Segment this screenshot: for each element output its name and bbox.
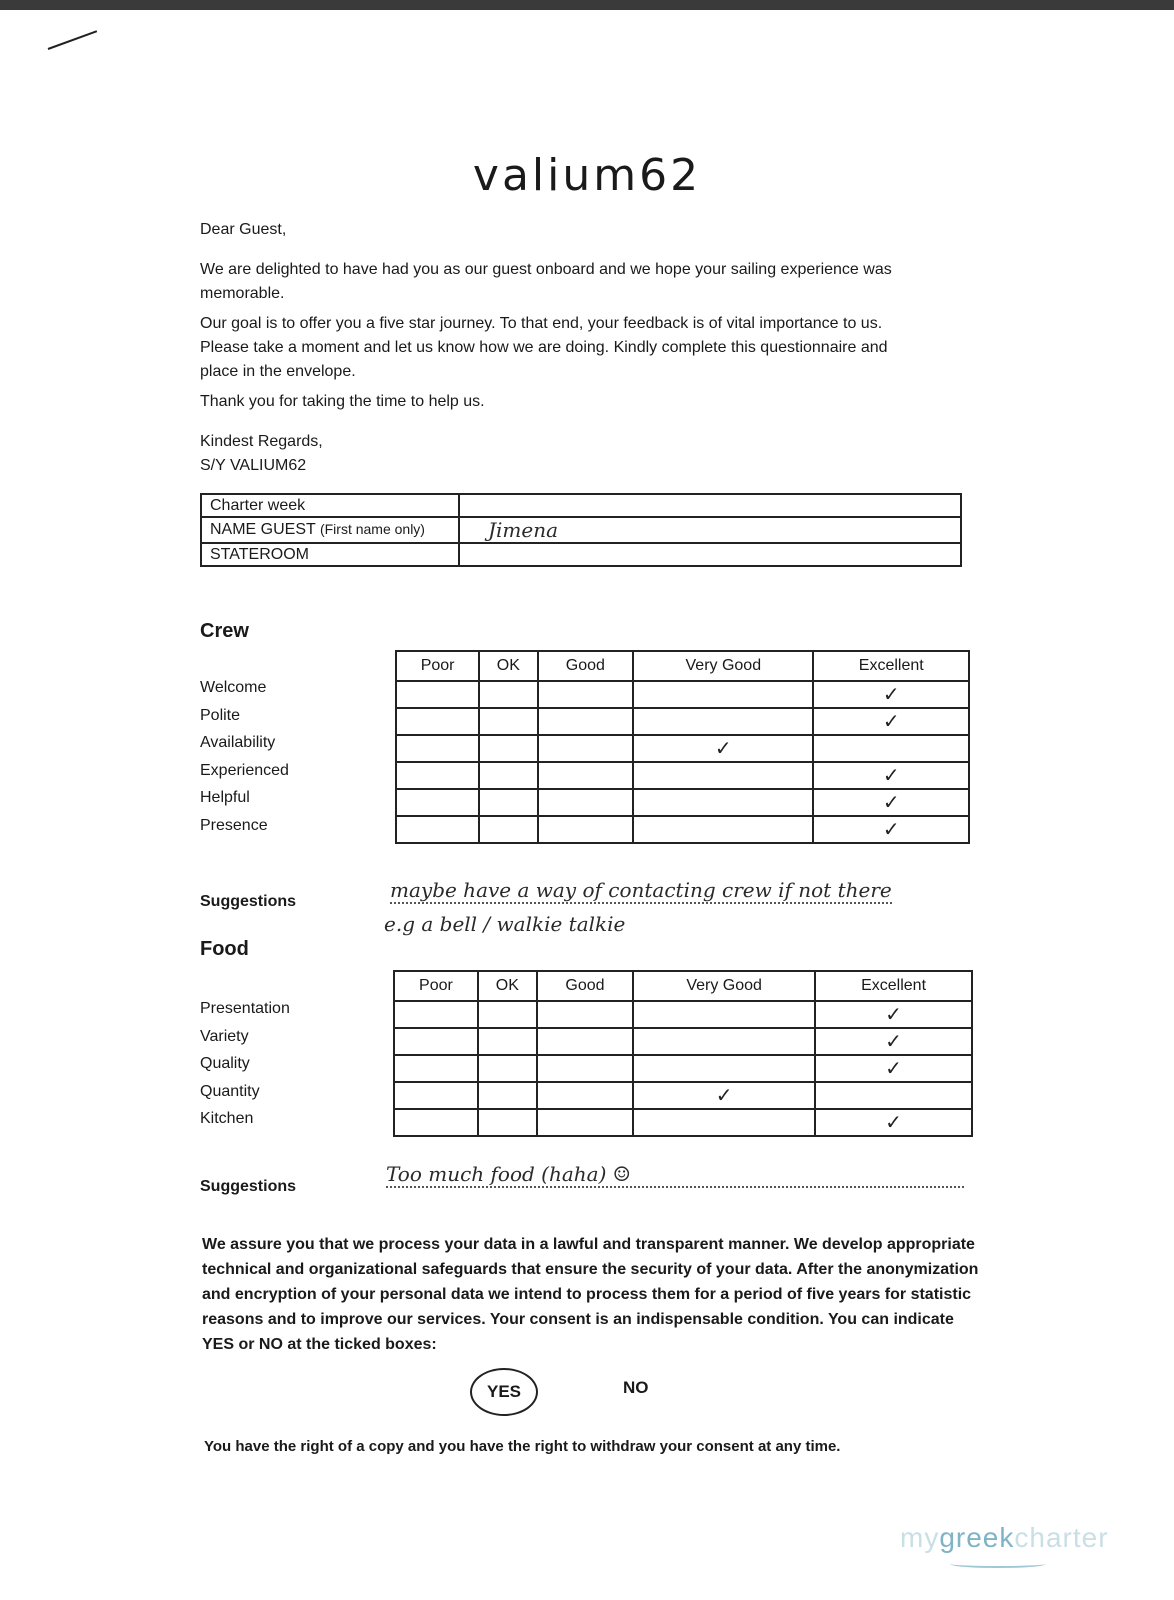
rating-cell[interactable]: [479, 762, 537, 789]
rating-column-header: Good: [537, 971, 633, 1001]
table-row: [394, 1109, 972, 1136]
food-row-label: Kitchen: [200, 1110, 254, 1127]
rights-statement: You have the right of a copy and you have the right to withdraw your consent at any time.: [204, 1438, 841, 1455]
rating-cell[interactable]: [394, 1055, 478, 1082]
pen-stroke: [48, 30, 98, 50]
rating-column-header: Excellent: [813, 651, 969, 681]
rating-cell[interactable]: [478, 1001, 537, 1028]
rating-cell[interactable]: [813, 762, 969, 789]
stateroom-label: STATEROOM: [201, 543, 459, 566]
rating-cell[interactable]: [394, 1109, 478, 1136]
charter-week-field[interactable]: [459, 494, 961, 517]
rating-cell[interactable]: [396, 681, 479, 708]
watermark-suffix: charter: [1014, 1522, 1109, 1553]
rating-cell[interactable]: [815, 1001, 972, 1028]
watermark-prefix: my: [900, 1522, 940, 1553]
rating-cell[interactable]: [479, 816, 537, 843]
rating-cell[interactable]: [538, 762, 634, 789]
check-mark-icon: ✓: [885, 1112, 902, 1134]
crew-rating-table: [395, 650, 970, 844]
crew-row-label: Experienced: [200, 761, 289, 779]
rating-cell[interactable]: [537, 1082, 633, 1109]
privacy-statement: We assure you that we process your data in a lawful and transparent manner. We develop appropriate technical and organizational safeguards that ensure the security of your data. After the anonymization and encryption of your personal data we intend to process them for a period of five years for statistic reasons and to improve our services. Your consent is an indispensable condition. You can indicate YES or NO at the ticked boxes:: [202, 1236, 979, 1353]
rating-column-header: Very Good: [633, 971, 815, 1001]
rating-cell[interactable]: [633, 1001, 815, 1028]
letter-paragraph: Thank you for taking the time to help us.: [200, 393, 485, 410]
stateroom-field[interactable]: [459, 543, 961, 566]
table-row: [396, 681, 969, 708]
check-mark-icon: ✓: [715, 1085, 733, 1107]
rating-cell[interactable]: [813, 708, 969, 735]
rating-cell[interactable]: [478, 1055, 537, 1082]
table-row: [396, 789, 969, 816]
scan-top-edge: [0, 0, 1174, 10]
rating-cell[interactable]: [538, 735, 634, 762]
crew-row-label: Helpful: [200, 789, 250, 806]
rating-cell[interactable]: [537, 1055, 633, 1082]
food-row-label: Quality: [200, 1055, 250, 1072]
rating-cell[interactable]: [813, 816, 969, 843]
guest-info-table: [200, 493, 962, 567]
check-mark-icon: ✓: [882, 792, 900, 814]
rating-cell[interactable]: [815, 1028, 972, 1055]
rating-cell[interactable]: [538, 681, 634, 708]
check-mark-icon: ✓: [882, 711, 900, 733]
rating-cell[interactable]: [813, 735, 969, 762]
name-guest-label-text: NAME GUEST: [210, 521, 316, 538]
rating-cell[interactable]: [538, 789, 634, 816]
rating-cell[interactable]: [538, 708, 634, 735]
rating-cell[interactable]: [396, 762, 479, 789]
rating-cell[interactable]: [633, 708, 813, 735]
crew-row-labels: [200, 674, 289, 839]
letter-closing: Kindest Regards,: [200, 433, 323, 450]
rating-column-header: Excellent: [815, 971, 972, 1001]
rating-cell[interactable]: [479, 789, 537, 816]
check-mark-icon: ✓: [714, 738, 732, 760]
name-guest-field[interactable]: [459, 517, 961, 543]
table-row: [396, 762, 969, 789]
rating-column-header: Very Good: [633, 651, 813, 681]
consent-no-option[interactable]: NO: [623, 1378, 649, 1397]
rating-cell[interactable]: [633, 789, 813, 816]
rating-cell[interactable]: [394, 1082, 478, 1109]
crew-section-title: Crew: [200, 620, 249, 642]
rating-column-header: OK: [479, 651, 537, 681]
food-section-title: Food: [200, 938, 249, 960]
crew-suggestions-label: Suggestions: [200, 893, 297, 910]
rating-column-header: OK: [478, 971, 537, 1001]
rating-cell[interactable]: [478, 1028, 537, 1055]
letter-signature: S/Y VALIUM62: [200, 457, 307, 474]
crew-row-label: Welcome: [200, 679, 267, 696]
greeting-letter: [200, 218, 920, 478]
rating-cell[interactable]: [478, 1082, 537, 1109]
rating-cell[interactable]: [815, 1082, 972, 1109]
check-mark-icon: ✓: [885, 1004, 902, 1026]
rating-cell[interactable]: [537, 1001, 633, 1028]
table-row: [394, 1001, 972, 1028]
crew-row-label: Presence: [200, 816, 268, 834]
rating-column-header: Good: [538, 651, 634, 681]
rating-cell[interactable]: [396, 816, 479, 843]
check-mark-icon: ✓: [882, 684, 900, 706]
table-row: [394, 1055, 972, 1082]
rating-cell[interactable]: [394, 1028, 478, 1055]
rating-cell[interactable]: [633, 1055, 815, 1082]
site-watermark: [900, 1522, 1109, 1554]
rating-cell[interactable]: [479, 735, 537, 762]
rating-cell[interactable]: [537, 1028, 633, 1055]
food-row-label: Variety: [200, 1027, 249, 1045]
watermark-accent: greek: [939, 1522, 1015, 1553]
letter-paragraph: We are delighted to have had you as our guest onboard and we hope your sailing experience was memorable.: [200, 261, 892, 302]
rating-cell[interactable]: [633, 1082, 815, 1109]
rating-cell[interactable]: [538, 816, 634, 843]
name-guest-label: [201, 517, 459, 543]
rating-column-header: Poor: [396, 651, 479, 681]
table-row: [396, 708, 969, 735]
rating-cell[interactable]: [479, 681, 537, 708]
check-mark-icon: ✓: [885, 1031, 902, 1053]
crew-row-label: Polite: [200, 706, 241, 724]
rating-cell[interactable]: [633, 735, 813, 762]
charter-week-label: Charter week: [201, 494, 459, 517]
crew-row-label: Availability: [200, 734, 276, 751]
crew-suggestion-line-2: e.g a bell / walkie talkie: [384, 912, 626, 936]
brand-logo: valium62: [472, 150, 702, 201]
rating-cell[interactable]: [478, 1109, 537, 1136]
letter-paragraph: Our goal is to offer you a five star journey. To that end, your feedback is of vital importance to us. Please take a moment and let us know how we are doing. Kindly complete this questionnaire and place in the envelope.: [200, 315, 888, 380]
rating-cell[interactable]: [813, 681, 969, 708]
watermark-wave: [950, 1560, 1046, 1568]
rating-cell[interactable]: [396, 735, 479, 762]
letter-greeting: Dear Guest,: [200, 221, 287, 238]
rating-cell[interactable]: [815, 1055, 972, 1082]
table-row: [394, 1082, 972, 1109]
table-row: [394, 1028, 972, 1055]
food-suggestions-label: Suggestions: [200, 1178, 297, 1195]
rating-cell[interactable]: [813, 789, 969, 816]
rating-cell[interactable]: [815, 1109, 972, 1136]
name-guest-value: Jimena: [488, 518, 559, 542]
food-suggestion-line-1: Too much food (haha) ☺: [386, 1162, 964, 1188]
food-row-labels: [200, 995, 290, 1133]
rating-cell[interactable]: [633, 1028, 815, 1055]
name-guest-note: (First name only): [319, 521, 425, 537]
rating-column-header: Poor: [394, 971, 478, 1001]
rating-cell[interactable]: [396, 708, 479, 735]
crew-suggestion-line-1: maybe have a way of contacting crew if not there: [390, 878, 892, 902]
consent-yes-option[interactable]: YES: [470, 1368, 538, 1416]
rating-cell[interactable]: [396, 789, 479, 816]
food-row-label: Quantity: [200, 1082, 260, 1100]
food-row-label: Presentation: [200, 1000, 290, 1017]
check-mark-icon: ✓: [882, 765, 900, 787]
rating-cell[interactable]: [394, 1001, 478, 1028]
rating-cell[interactable]: [479, 708, 537, 735]
rating-cell[interactable]: [537, 1109, 633, 1136]
rating-cell[interactable]: [633, 762, 813, 789]
food-rating-table: [393, 970, 973, 1137]
rating-cell[interactable]: [633, 681, 813, 708]
rating-cell[interactable]: [633, 816, 813, 843]
check-mark-icon: ✓: [882, 819, 900, 841]
table-row: [396, 735, 969, 762]
table-row: [396, 816, 969, 843]
rating-cell[interactable]: [633, 1109, 815, 1136]
check-mark-icon: ✓: [885, 1058, 902, 1080]
